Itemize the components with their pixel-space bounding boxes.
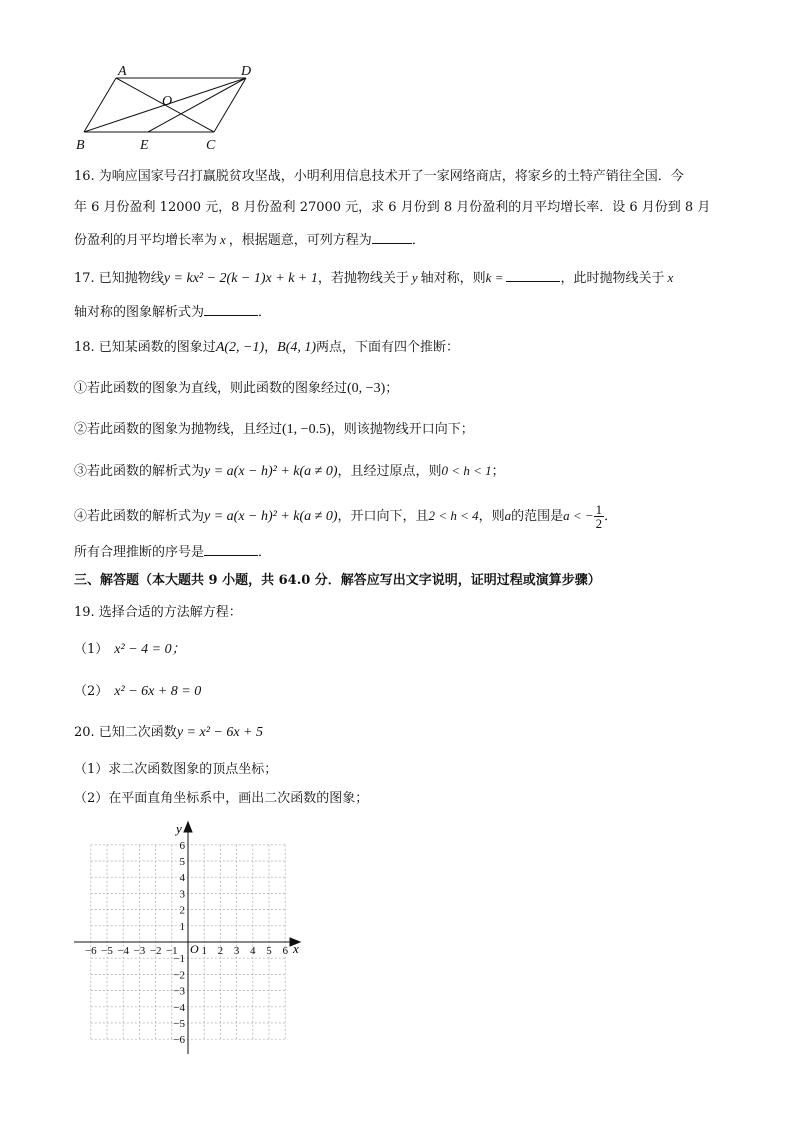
y-tick-label: −4 <box>173 1001 185 1014</box>
y-tick-label: −6 <box>173 1034 185 1047</box>
label-D: D <box>241 64 252 79</box>
y-tick-label: 3 <box>179 888 185 901</box>
y-axis-label: y <box>176 821 182 836</box>
y-tick-label: 5 <box>179 856 185 868</box>
y-tick-label: −5 <box>173 1018 185 1030</box>
q20-part2: （2）在平面直角坐标系中，画出二次函数的图象； <box>74 791 369 806</box>
y-tick-label: 1 <box>179 920 185 933</box>
label-B: B <box>76 138 85 152</box>
q18-answer-blank <box>204 541 258 556</box>
y-tick-label: 4 <box>179 872 185 885</box>
q18-statement-4: ④若此函数的解析式为y = a(x − h)² + k(a ≠ 0)，开口向下，且2 < h < 4，则a的范围是a < − $\frac{1}{2}$ ． <box>74 502 618 531</box>
q17-blank-formula <box>204 301 258 316</box>
label-A: A <box>118 64 127 79</box>
q19-title: 19. 选择合适的方法解方程： <box>74 605 242 620</box>
x-tick-label: 3 <box>233 945 240 957</box>
q18-line1: 18. 已知某函数的图象过A(2, −1)，B(4, 1)两点，下面有四个推断： <box>74 340 460 355</box>
q20-part1: （1）求二次函数图象的顶点坐标； <box>74 762 278 777</box>
q18-statement-3: ③若此函数的解析式为y = a(x − h)² + k(a ≠ 0)，且经过原点，则0 < h < 1； <box>74 463 505 479</box>
x-tick-label: −3 <box>133 945 146 957</box>
q18-fraction: $\frac{1}{2}$ <box>595 502 603 531</box>
q17-blank-k <box>506 267 560 282</box>
q18-final: 所有合理推断的序号是 ． <box>74 541 271 563</box>
y-tick-label: −3 <box>173 985 185 998</box>
q20-title: 20. 已知二次函数y = x² − 6x + 5 <box>74 725 263 740</box>
section-title: 三、解答题（本大题共 9 小题，共 64.0 分．解答应写出文字说明，证明过程或演算步骤） <box>74 573 601 588</box>
y-tick-label: −2 <box>173 969 185 982</box>
origin-label: O <box>190 942 199 956</box>
x-tick-label: 1 <box>201 945 207 957</box>
coordinate-grid <box>70 818 310 1058</box>
x-tick-label: −1 <box>165 945 178 957</box>
q18-statement-1: ①若此函数的图象为直线，则此函数的图象经过(0, −3)； <box>74 381 399 396</box>
q17-line1: 17. 已知抛物线y = kx² − 2(k − 1)x + k + 1，若抛物线关于 y 轴对称，则k = ，此时抛物线关于 x <box>74 267 673 289</box>
y-tick-label: −1 <box>173 953 185 966</box>
label-O: O <box>162 94 173 109</box>
q18-point-B: B(4, 1) <box>277 340 317 355</box>
parallelogram-figure <box>70 60 270 152</box>
x-axis-label: x <box>293 941 299 956</box>
x-tick-label: −4 <box>117 945 130 957</box>
q18-statement-2: ②若此函数的图象为抛物线，且经过(1, −0.5)，则该抛物线开口向下； <box>74 422 474 437</box>
x-tick-label: 5 <box>266 945 272 957</box>
x-tick-label: −5 <box>101 945 113 957</box>
q18-point-A: A(2, −1) <box>215 340 265 355</box>
q17-line2: 轴对称的图象解析式为 ． <box>74 301 271 323</box>
x-tick-label: −2 <box>149 945 162 957</box>
q16-line2: 年 6 月份盈利 12000 元，8 月份盈利 27000 元，求 6 月份到 8 月份盈利的月平均增长率．设 6 月份到 8 月 <box>74 200 711 215</box>
x-tick-label: −6 <box>84 945 97 957</box>
y-tick-label: 2 <box>179 904 185 917</box>
label-E: E <box>140 138 149 152</box>
q19-part1: （1） x² − 4 = 0； <box>74 642 186 657</box>
x-tick-label: 6 <box>282 945 288 957</box>
x-tick-label: 2 <box>217 945 224 957</box>
y-tick-label: 6 <box>179 839 185 852</box>
q16-answer-blank <box>372 229 412 244</box>
q17-formula: y = kx² − 2(k − 1)x + k + 1 <box>163 271 318 286</box>
label-C: C <box>206 138 216 152</box>
q19-part2: （2） x² − 6x + 8 = 0 <box>74 684 202 699</box>
q16-line3: 份盈利的月平均增长率为 x ，根据题意，可列方程为 ． <box>74 229 425 251</box>
x-tick-label: 4 <box>250 945 256 957</box>
q16-line1: 16. 为响应国家号召打赢脱贫攻坚战，小明利用信息技术开了一家网络商店，将家乡的土特产销往全国．今 <box>74 169 684 184</box>
